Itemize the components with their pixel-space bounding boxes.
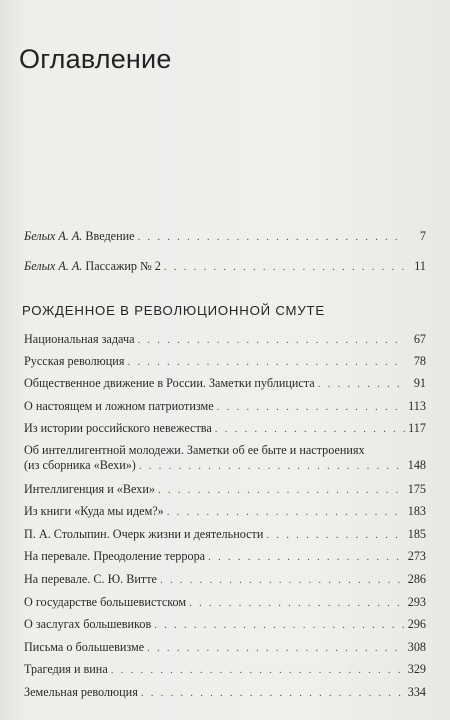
entry-title: Русская революция — [24, 354, 125, 368]
leader-dots — [189, 596, 405, 611]
entry-title: Из книги «Куда мы идем?» — [24, 504, 164, 518]
leader-dots — [318, 377, 405, 392]
toc-entry — [24, 332, 426, 348]
toc-entry — [24, 421, 426, 437]
leader-dots — [141, 686, 405, 701]
entry-page: 273 — [407, 549, 426, 563]
entry-title: На перевале. Преодоление террора — [24, 549, 206, 563]
entry-page: 296 — [407, 617, 426, 631]
leader-dots — [111, 663, 405, 678]
toc-entry — [24, 354, 426, 370]
toc-entry — [24, 399, 426, 415]
entry-title: О настоящем и ложном патриотизме — [24, 399, 214, 413]
entry-page: 293 — [407, 595, 426, 609]
leader-dots — [208, 550, 405, 565]
toc-entry — [24, 595, 426, 611]
entry-page: 329 — [407, 662, 426, 676]
toc-entry-multiline — [24, 443, 426, 474]
entry-page: 78 — [413, 354, 426, 368]
entry-page: 308 — [407, 640, 426, 654]
entry-title: На перевале. С. Ю. Витте — [24, 572, 157, 586]
section-heading: РОЖДЕННОЕ В РЕВОЛЮЦИОННОЙ СМУТЕ — [22, 303, 325, 318]
entry-title-line1: Об интеллигентной молодежи. Заметки об ее быте и настроениях — [24, 443, 365, 457]
toc-entry — [24, 527, 426, 543]
entry-page: 113 — [408, 399, 426, 413]
entry-title: Введение — [85, 229, 135, 243]
entry-title: О государстве большевистском — [24, 595, 187, 609]
entry-title: Земельная революция — [24, 685, 138, 699]
toc-entry — [24, 504, 426, 520]
leader-dots — [215, 422, 405, 437]
toc-entry — [24, 685, 426, 701]
toc-entry — [24, 482, 426, 498]
toc-entry — [24, 662, 426, 678]
toc-entry — [24, 549, 426, 565]
leader-dots — [154, 618, 405, 633]
leader-dots — [138, 333, 406, 348]
entry-title: Трагедия и вина — [24, 662, 108, 676]
entry-page: 334 — [407, 685, 426, 699]
entry-title-line2: (из сборника «Вехи») — [24, 458, 136, 472]
entry-page: 175 — [407, 482, 426, 496]
leader-dots — [127, 355, 405, 370]
leader-dots — [217, 400, 405, 415]
entry-title: Из истории российского невежества — [24, 421, 212, 435]
entry-page: 67 — [413, 332, 426, 346]
page-title: Оглавление — [19, 44, 172, 74]
toc-entry — [24, 640, 426, 656]
entry-page: 183 — [407, 504, 426, 518]
entry-title: О заслугах большевиков — [24, 617, 152, 631]
entry-page: 185 — [407, 527, 426, 541]
entry-title: Пассажир № 2 — [85, 259, 161, 273]
entry-page: 117 — [408, 421, 426, 435]
entry-page: 148 — [407, 458, 426, 472]
entry-page: 286 — [407, 572, 426, 586]
toc-entry — [24, 572, 426, 588]
entry-title: Письма о большевизме — [24, 640, 145, 654]
leader-dots — [167, 505, 405, 520]
entry-page: 91 — [413, 376, 426, 390]
entry-author: Белых А. А. — [24, 229, 83, 243]
entry-title: П. А. Столыпин. Очерк жизни и деятельности — [24, 527, 264, 541]
leader-dots — [139, 459, 405, 474]
leader-dots — [266, 528, 404, 543]
leader-dots — [138, 230, 405, 245]
toc-entry — [24, 617, 426, 633]
leader-dots — [164, 260, 405, 275]
entry-page: 7 — [419, 229, 426, 243]
toc-entry-intro — [24, 229, 426, 245]
entry-author: Белых А. А. — [24, 259, 83, 273]
entry-title: Интеллигенция и «Вехи» — [24, 482, 155, 496]
entry-title: Общественное движение в России. Заметки публициста — [24, 376, 315, 390]
entry-title: Национальная задача — [24, 332, 135, 346]
toc-entry-passenger — [24, 259, 426, 275]
entry-page: 11 — [414, 259, 426, 273]
toc-entry — [24, 376, 426, 392]
leader-dots — [147, 641, 405, 656]
leader-dots — [158, 483, 405, 498]
show-through-texture — [100, 70, 420, 220]
leader-dots — [160, 573, 405, 588]
